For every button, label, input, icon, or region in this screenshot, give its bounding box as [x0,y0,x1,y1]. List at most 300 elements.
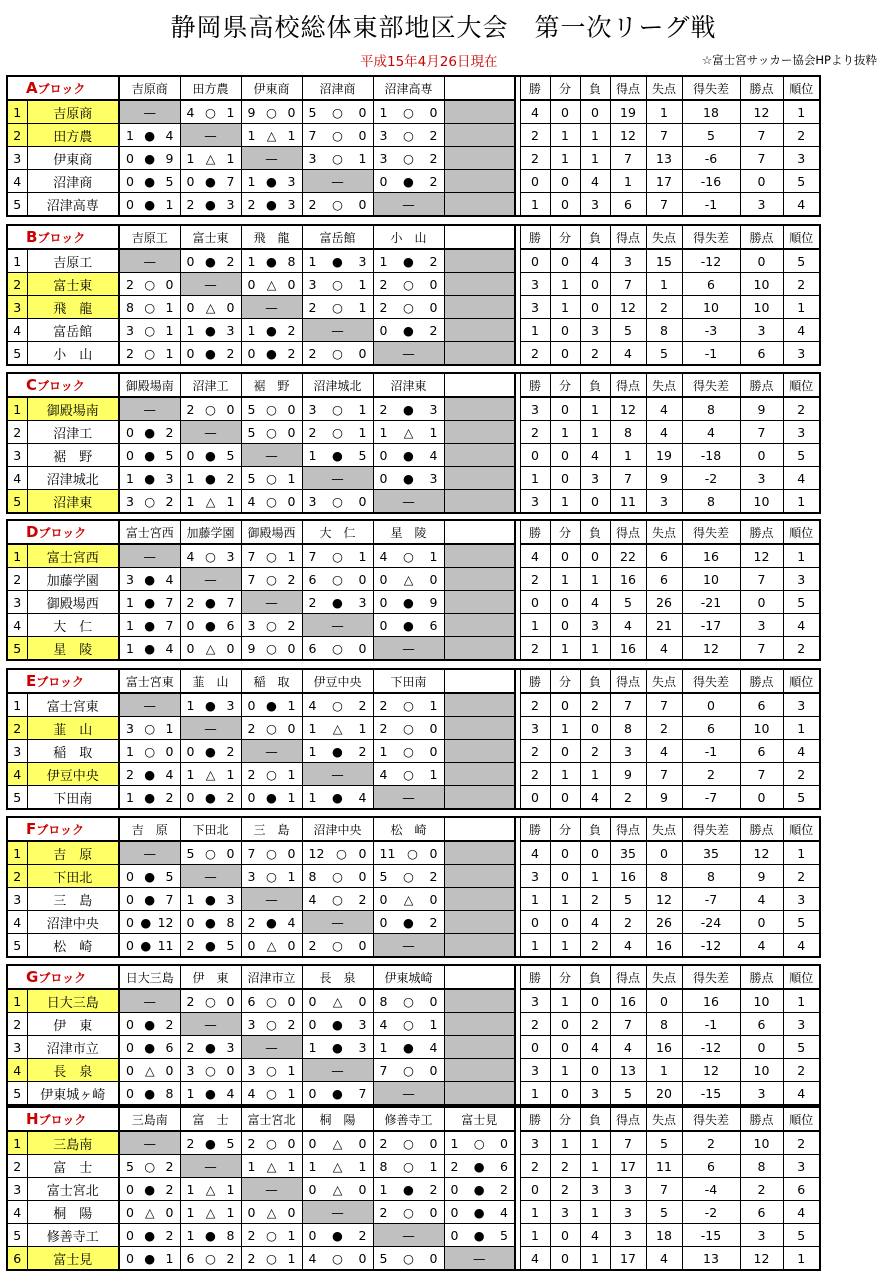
team-number: 4 [7,1059,27,1082]
match-result [302,421,373,444]
self-match-cell: — [302,763,373,786]
score: 1 ● 7 [126,594,174,610]
stat-value: 4 [783,193,820,217]
stat-header: 勝点 [740,373,783,397]
block-suffix: ブロック [38,526,87,540]
stat-value: 5 [783,444,820,467]
match-result [373,273,444,296]
stat-value: 7 [740,421,783,444]
stat-value: 0 [520,1178,550,1201]
match-result [241,1201,302,1224]
stat-value: 8 [682,397,740,421]
stat-header: 順位 [783,76,820,100]
match-result [180,1059,241,1082]
match-result [241,911,302,934]
match-result [444,100,515,124]
stat-value: 12 [682,1059,740,1082]
stat-value: 5 [682,124,740,147]
stat-value: 0 [550,397,580,421]
team-name: 伊豆中央 [27,763,119,786]
stat-header: 負 [580,965,610,989]
score: 9 ○ 0 [247,104,296,120]
team-number: 4 [7,319,27,342]
match-result [444,865,515,888]
match-result [302,591,373,614]
stat-value: 2 [580,1013,610,1036]
stat-value: 16 [682,989,740,1013]
stat-value: 3 [740,614,783,637]
opponent-header: 裾 野 [241,373,302,397]
stat-value: 1 [520,1224,550,1247]
stat-value: 0 [580,544,610,568]
score: 2 ○ 0 [308,345,367,361]
opponent-header: 富士東 [180,225,241,249]
score: 6 ○ 0 [247,993,296,1009]
stat-value: 4 [520,100,550,124]
match-result [373,1201,444,1224]
block-letter: C [26,376,38,394]
stat-header: 順位 [783,373,820,397]
stat-value: 4 [580,444,610,467]
match-result [302,717,373,740]
team-number: 2 [7,124,27,147]
stat-header: 負 [580,225,610,249]
team-name: 修善寺工 [27,1224,119,1247]
score: 0 ● 2 [126,1227,174,1243]
score: 2 ○ 0 [126,276,174,292]
stat-value: 6 [740,740,783,763]
match-result [302,693,373,717]
block-letter: D [26,523,39,541]
stat-value: 2 [783,1059,820,1082]
stat-value: 6 [740,1201,783,1224]
score: 0 ● 5 [126,868,174,884]
stat-value: 5 [610,1082,646,1106]
stat-value: 12 [740,841,783,865]
stat-value: -1 [682,1013,740,1036]
team-number: 5 [7,193,27,217]
stat-value: 7 [646,193,682,217]
block-table-h [6,1106,821,1271]
match-result [444,989,515,1013]
stat-value: 12 [610,124,646,147]
stat-value: 1 [580,1201,610,1224]
self-match-cell: — [180,273,241,296]
match-result [373,740,444,763]
stat-value: 1 [580,637,610,661]
score: 2 ○ 0 [247,1135,296,1151]
team-name: 松 崎 [27,934,119,958]
date-label: 平成15年4月26日現在 [360,54,498,70]
block-suffix: ブロック [37,231,86,245]
opponent-header [444,817,515,841]
stat-value: 1 [520,467,550,490]
stat-value: -1 [682,193,740,217]
stat-value: 2 [520,763,550,786]
team-name: 大 仁 [27,614,119,637]
opponent-header [444,669,515,693]
stat-value: 3 [783,342,820,366]
team-number: 3 [7,444,27,467]
stat-value: 16 [682,544,740,568]
match-result [302,934,373,958]
stat-value: 4 [783,467,820,490]
stat-value: 0 [550,467,580,490]
stat-header: 失点 [646,1107,682,1131]
table-row [7,740,820,763]
stat-value: 0 [646,989,682,1013]
stat-value: 3 [520,1131,550,1155]
self-match-cell: — [119,693,180,717]
stat-value: 0 [580,841,610,865]
stat-value: 0 [550,1013,580,1036]
stat-value: 8 [646,1013,682,1036]
opponent-header: 沼津東 [373,373,444,397]
stat-value: 1 [550,934,580,958]
match-result [302,841,373,865]
stat-header: 勝 [520,965,550,989]
table-row [7,1131,820,1155]
score: 2 ○ 0 [186,401,235,417]
opponent-header: 伊豆中央 [302,669,373,693]
team-number: 2 [7,1155,27,1178]
stat-header: 得点 [610,817,646,841]
stat-value: 12 [740,100,783,124]
score: 4 ○ 1 [379,548,438,564]
stat-value: -3 [682,319,740,342]
stat-value: 1 [783,544,820,568]
stat-value: 0 [520,170,550,193]
stat-value: 3 [783,568,820,591]
team-number: 6 [7,1247,27,1271]
stat-header: 負 [580,76,610,100]
score: 4 ○ 3 [186,548,235,564]
table-row [7,397,820,421]
match-result [180,637,241,661]
stat-value: 5 [783,786,820,810]
match-result [241,490,302,514]
score: 1 ● 7 [126,617,174,633]
stat-value: 16 [646,1036,682,1059]
stat-header: 得点 [610,76,646,100]
stat-value: 1 [550,147,580,170]
stat-value: 2 [520,568,550,591]
match-result [444,147,515,170]
score: 2 ○ 1 [247,1227,296,1243]
table-row [7,490,820,514]
score: 3 ○ 0 [186,1062,235,1078]
opponent-header: 下田南 [373,669,444,693]
team-name: 沼津工 [27,421,119,444]
table-row [7,124,820,147]
score: 1 ● 2 [126,789,174,805]
score: 2 ○ 1 [308,299,367,315]
score: 0 △ 0 [308,1181,367,1197]
stat-value: 8 [682,865,740,888]
match-result [373,591,444,614]
match-result [241,568,302,591]
score: 7 ○ 1 [247,548,296,564]
score: 1 ● 3 [186,891,235,907]
stat-value: 3 [783,888,820,911]
stat-value: 7 [646,693,682,717]
block-table-g [6,964,821,1106]
score: 0 ● 5 [450,1227,508,1243]
team-number: 4 [7,170,27,193]
block-suffix: ブロック [38,971,87,985]
score: 0 ● 2 [126,1016,174,1032]
opponent-header [444,520,515,544]
stat-value: 9 [740,865,783,888]
match-result [119,717,180,740]
stat-value: 3 [520,865,550,888]
match-result [180,841,241,865]
match-result [119,911,180,934]
score: 2 ○ 1 [379,697,438,713]
match-result [180,170,241,193]
score: 0 △ 0 [247,1204,296,1220]
page-title: 静岡県高校総体東部地区大会 第一次リーグ戦 [170,13,717,42]
stat-value: 1 [580,421,610,444]
opponent-header: 富 士 [180,1107,241,1131]
self-match-cell: — [180,1013,241,1036]
match-result [180,934,241,958]
match-result [373,147,444,170]
stat-value: 1 [520,934,550,958]
match-result [180,249,241,273]
stat-value: -7 [682,888,740,911]
stat-header: 得点 [610,965,646,989]
score: 3 ○ 2 [379,127,438,143]
stat-value: 6 [610,193,646,217]
score: 3 ○ 1 [247,1062,296,1078]
table-row [7,637,820,661]
stat-value: 1 [550,637,580,661]
match-result [119,1201,180,1224]
match-result [302,1082,373,1106]
stat-value: -1 [682,342,740,366]
stat-value: 2 [646,717,682,740]
stat-value: 3 [520,717,550,740]
score: 0 ● 2 [186,345,235,361]
score: 1 △ 1 [247,1158,296,1174]
score: 0 △ 0 [379,891,438,907]
source-note: ☆富士宮サッカー協会HPより抜粋 [701,53,877,67]
match-result [444,342,515,366]
team-name: 富 士 [27,1155,119,1178]
score: 3 ○ 1 [308,276,367,292]
match-result [180,397,241,421]
block-name [7,817,119,841]
stat-value: 2 [682,1131,740,1155]
stat-value: 5 [783,591,820,614]
match-result [444,786,515,810]
team-number: 3 [7,1178,27,1201]
score: 1 ● 3 [186,322,235,338]
match-result [241,934,302,958]
stat-header: 分 [550,669,580,693]
score: 2 ● 3 [379,401,438,417]
block-letter: A [26,79,38,97]
match-result [444,1013,515,1036]
score: 0 △ 0 [308,993,367,1009]
stat-value: 10 [740,296,783,319]
match-result [241,319,302,342]
team-number: 4 [7,1201,27,1224]
stat-header: 勝 [520,1107,550,1131]
match-result [241,693,302,717]
match-result [302,296,373,319]
score: 2 ○ 1 [247,766,296,782]
stat-value: 0 [740,170,783,193]
opponent-header: 下田北 [180,817,241,841]
score: 0 ● 3 [308,1016,367,1032]
match-result [373,124,444,147]
score: 0 ● 1 [126,196,174,212]
match-result [373,421,444,444]
stat-value: -7 [682,786,740,810]
score: 1 ● 2 [379,253,438,269]
opponent-header: 御殿場南 [119,373,180,397]
team-number: 1 [7,249,27,273]
match-result [119,193,180,217]
score: 0 ● 8 [186,914,235,930]
stat-value: 2 [580,934,610,958]
match-result [302,568,373,591]
table-row [7,1155,820,1178]
team-number: 3 [7,591,27,614]
opponent-header: 沼津市立 [241,965,302,989]
stat-value: 1 [783,100,820,124]
match-result [241,1013,302,1036]
score: 0 ● 11 [126,937,174,953]
match-result [180,444,241,467]
stat-value: 4 [580,786,610,810]
opponent-header [444,76,515,100]
score: 4 ○ 1 [186,104,235,120]
match-result [119,444,180,467]
score: 0 ● 6 [126,1039,174,1055]
score: 7 ○ 1 [308,548,367,564]
team-number: 4 [7,911,27,934]
stat-value: 0 [580,273,610,296]
self-match-cell: — [241,1178,302,1201]
match-result [180,296,241,319]
team-name: 下田南 [27,786,119,810]
team-name: 富士宮北 [27,1178,119,1201]
match-result [302,637,373,661]
match-result [302,193,373,217]
self-match-cell: — [241,591,302,614]
score: 0 ● 5 [126,447,174,463]
self-match-cell: — [302,319,373,342]
block-letter: E [26,672,37,690]
stat-value: 1 [520,614,550,637]
stat-value: 1 [610,170,646,193]
block-table-a [6,75,821,217]
stat-value: 2 [783,637,820,661]
self-match-cell: — [180,124,241,147]
stat-value: 1 [520,319,550,342]
stat-value: 0 [580,100,610,124]
match-result [444,637,515,661]
score: 2 ○ 0 [379,720,438,736]
score: 6 ○ 0 [308,640,367,656]
score: 12 ○ 0 [308,845,367,861]
match-result [302,740,373,763]
stat-value: 35 [610,841,646,865]
stat-value: 1 [783,841,820,865]
stat-value: 4 [783,740,820,763]
stat-value: 3 [580,614,610,637]
team-number: 1 [7,100,27,124]
stat-value: 0 [550,319,580,342]
stat-value: 19 [646,444,682,467]
stat-value: 10 [740,490,783,514]
match-result [302,786,373,810]
table-row [7,1247,820,1271]
team-number: 3 [7,888,27,911]
team-number: 3 [7,1036,27,1059]
stat-value: -15 [682,1224,740,1247]
self-match-cell: — [302,170,373,193]
match-result [444,717,515,740]
match-result [373,319,444,342]
opponent-header: 桐 陽 [302,1107,373,1131]
score: 1 △ 1 [186,1181,235,1197]
table-row [7,147,820,170]
score: 2 ○ 1 [308,424,367,440]
stat-header: 失点 [646,520,682,544]
stat-header: 分 [550,76,580,100]
match-result [444,249,515,273]
match-result [302,100,373,124]
match-result [444,319,515,342]
stat-value: 4 [740,888,783,911]
team-name: 沼津東 [27,490,119,514]
team-number: 1 [7,397,27,421]
stat-value: 0 [550,841,580,865]
stat-header: 得失差 [682,817,740,841]
stat-header: 勝点 [740,520,783,544]
stat-value: 2 [520,1013,550,1036]
table-row [7,319,820,342]
stat-value: -12 [682,1036,740,1059]
block-name [7,965,119,989]
team-number: 4 [7,467,27,490]
score: 5 ○ 2 [379,868,438,884]
stat-header: 勝 [520,76,550,100]
self-match-cell: — [241,444,302,467]
stat-value: 1 [646,1059,682,1082]
match-result [302,1155,373,1178]
self-match-cell: — [180,421,241,444]
stat-value: 4 [610,1036,646,1059]
score: 1 ● 2 [308,743,367,759]
stat-header: 分 [550,373,580,397]
table-row [7,717,820,740]
stat-value: 4 [740,934,783,958]
stat-value: 26 [646,911,682,934]
stat-header: 失点 [646,373,682,397]
stat-value: 17 [646,170,682,193]
table-row [7,888,820,911]
opponent-header: 田方農 [180,76,241,100]
stat-value: 5 [783,1224,820,1247]
stat-header: 失点 [646,225,682,249]
self-match-cell: — [241,1036,302,1059]
stat-value: 4 [646,421,682,444]
